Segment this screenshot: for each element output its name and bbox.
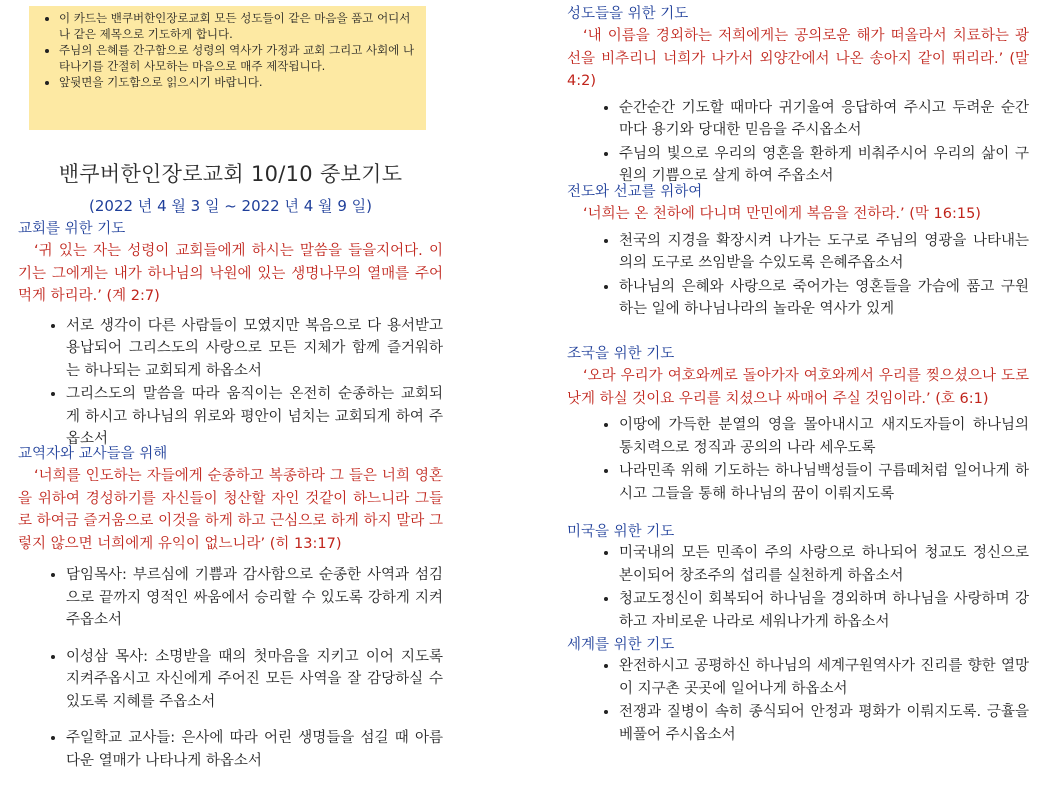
section-homeland <box>567 344 1029 506</box>
prayer-item: • 주님의 빛으로 우리의 영혼을 환하게 비춰주시어 우리의 삶이 구원의 기쁨으로 살게 하여 주옵소서 <box>619 143 1029 188</box>
section-saints <box>567 4 1029 189</box>
prayer-item: • 전쟁과 질병이 속히 종식되어 안정과 평화가 이뤄지도록. 긍휼을 베풀어 주시옵소서 <box>619 701 1029 746</box>
notice-item: • 이 카드는 밴쿠버한인장로교회 모든 성도들이 같은 마음을 품고 어디서나 같은 제목으로 기도하게 합니다. <box>59 11 416 42</box>
notice-item: • 앞뒷면을 기도함으로 읽으시기 바랍니다. <box>59 75 416 91</box>
scripture-verse: ‘너희는 온 천하에 다니며 만민에게 복음을 전하라.’ (막 16:15) <box>583 206 981 222</box>
date-range: (2022 년 4 월 3 일 ~ 2022 년 4 월 9 일) <box>89 197 372 215</box>
prayer-item: • 천국의 지경을 확장시켜 나가는 도구로 주님의 영광을 나타내는 의의 도구로 쓰임받을 수있도록 은혜주옵소서 <box>619 230 1029 275</box>
prayer-item: • 청교도정신이 회복되어 하나님을 경외하며 하나님을 사랑하며 강하고 자비로운 나라로 세워나가게 하옵소서 <box>619 588 1029 633</box>
page-title: 밴쿠버한인장로교회 10/10 중보기도 <box>58 162 403 186</box>
section-world <box>567 635 1029 747</box>
scripture-verse: ‘오라 우리가 여호와께로 돌아가자 여호와께서 우리를 찢으셨으나 도로 낫게 하실 것이요 우리를 치셨으나 싸매어 주실 것임이라.’ (호 6:1) <box>567 368 1029 407</box>
prayer-item: • 나라민족 위해 기도하는 하나님백성들이 구름떼처럼 일어나게 하시고 그들을 통해 하나님의 꿈이 이뤄지도록 <box>619 460 1029 505</box>
section-heading: 세계를 위한 기도 <box>567 637 675 653</box>
prayer-item: • 주일학교 교사들: 은사에 따라 어린 생명들을 섬길 때 아름다운 열매가 나타나게 하옵소서 <box>66 727 443 772</box>
prayer-list <box>18 564 443 772</box>
notice-box <box>29 6 426 130</box>
prayer-item: • 담임목사: 부르심에 기쁨과 감사함으로 순종한 사역과 섬김으로 끝까지 영적인 싸움에서 승리할 수 있도록 강하게 지켜 주옵소서 <box>66 564 443 632</box>
prayer-list <box>567 542 1029 633</box>
prayer-list <box>567 655 1029 746</box>
section-heading: 교회를 위한 기도 <box>18 221 126 237</box>
prayer-list <box>567 230 1029 321</box>
section-usa <box>567 522 1029 634</box>
prayer-item: • 서로 생각이 다른 사람들이 모였지만 복음으로 다 용서받고 용납되어 그리스도의 사랑으로 모든 지체가 함께 즐거워하는 하나되는 교회되게 하옵소서 <box>66 315 443 383</box>
section-heading: 전도와 선교를 위하여 <box>567 184 703 200</box>
scripture-verse: ‘귀 있는 자는 성령이 교회들에게 하시는 말씀을 들을지어다. 이기는 그에게는 내가 하나님의 낙원에 있는 생명나무의 열매를 주어 먹게 하리라.’ (계 2:7) <box>18 243 443 304</box>
section-mission <box>567 182 1029 322</box>
prayer-item: • 이성삼 목사: 소명받을 때의 첫마음을 지키고 이어 지도록 지켜주옵시고 자신에게 주어진 모든 사역을 잘 감당하실 수 있도록 지혜를 주옵소서 <box>66 646 443 714</box>
scripture-verse: ‘내 이름을 경외하는 저희에게는 공의로운 해가 떠올라서 치료하는 광선을 비추리니 너희가 나가서 외양간에서 나온 송아지 같이 뛰리라.’ (말 4:2) <box>567 28 1029 89</box>
section-heading: 조국을 위한 기도 <box>567 346 675 362</box>
prayer-item: • 미국내의 모든 민족이 주의 사랑으로 하나되어 청교도 정신으로 본이되어 창조주의 섭리를 실천하게 하옵소서 <box>619 542 1029 587</box>
section-heading: 교역자와 교사들을 위해 <box>18 446 168 462</box>
prayer-list <box>18 315 443 451</box>
prayer-item: • 완전하시고 공평하신 하나님의 세계구원역사가 진리를 향한 열망이 지구촌 곳곳에 일어나게 하옵소서 <box>619 655 1029 700</box>
prayer-item: • 그리스도의 말씀을 따라 움직이는 온전히 순종하는 교회되게 하시고 하나님의 위로와 평안이 넘치는 교회되게 하여 주옵소서 <box>66 383 443 451</box>
notice-item: • 주님의 은혜를 간구함으로 성령의 역사가 가정과 교회 그리고 사회에 나타나기를 간절히 사모하는 마음으로 매주 제작됩니다. <box>59 43 416 74</box>
prayer-item: • 순간순간 기도할 때마다 귀기울여 응답하여 주시고 두려운 순간마다 용기와 당대한 믿음을 주시옵소서 <box>619 97 1029 142</box>
prayer-list <box>567 414 1029 505</box>
prayer-item: • 이땅에 가득한 분열의 영을 몰아내시고 새지도자들이 하나님의 통치력으로 정직과 공의의 나라 세우도록 <box>619 414 1029 459</box>
section-heading: 미국을 위한 기도 <box>567 524 675 540</box>
section-church <box>18 219 443 452</box>
notice-list <box>37 11 416 91</box>
section-ministers <box>18 444 443 786</box>
prayer-item: • 하나님의 은혜와 사랑으로 죽어가는 영혼들을 가슴에 품고 구원하는 일에 하나님나라의 놀라운 역사가 있게 <box>619 276 1029 321</box>
prayer-list <box>567 97 1029 188</box>
section-heading: 성도들을 위한 기도 <box>567 6 689 22</box>
scripture-verse: ‘너희를 인도하는 자들에게 순종하고 복종하라 그 들은 너희 영혼을 위하여 경성하기를 자신들이 청산할 자인 것같이 하느니라 그들로 하여금 즐거움으로 이것을 하게 하고 근심으로 하게 하지 말라 그렇지 않으면 너희에게 유익이 없느니라’ (히 13:17) <box>18 468 443 552</box>
